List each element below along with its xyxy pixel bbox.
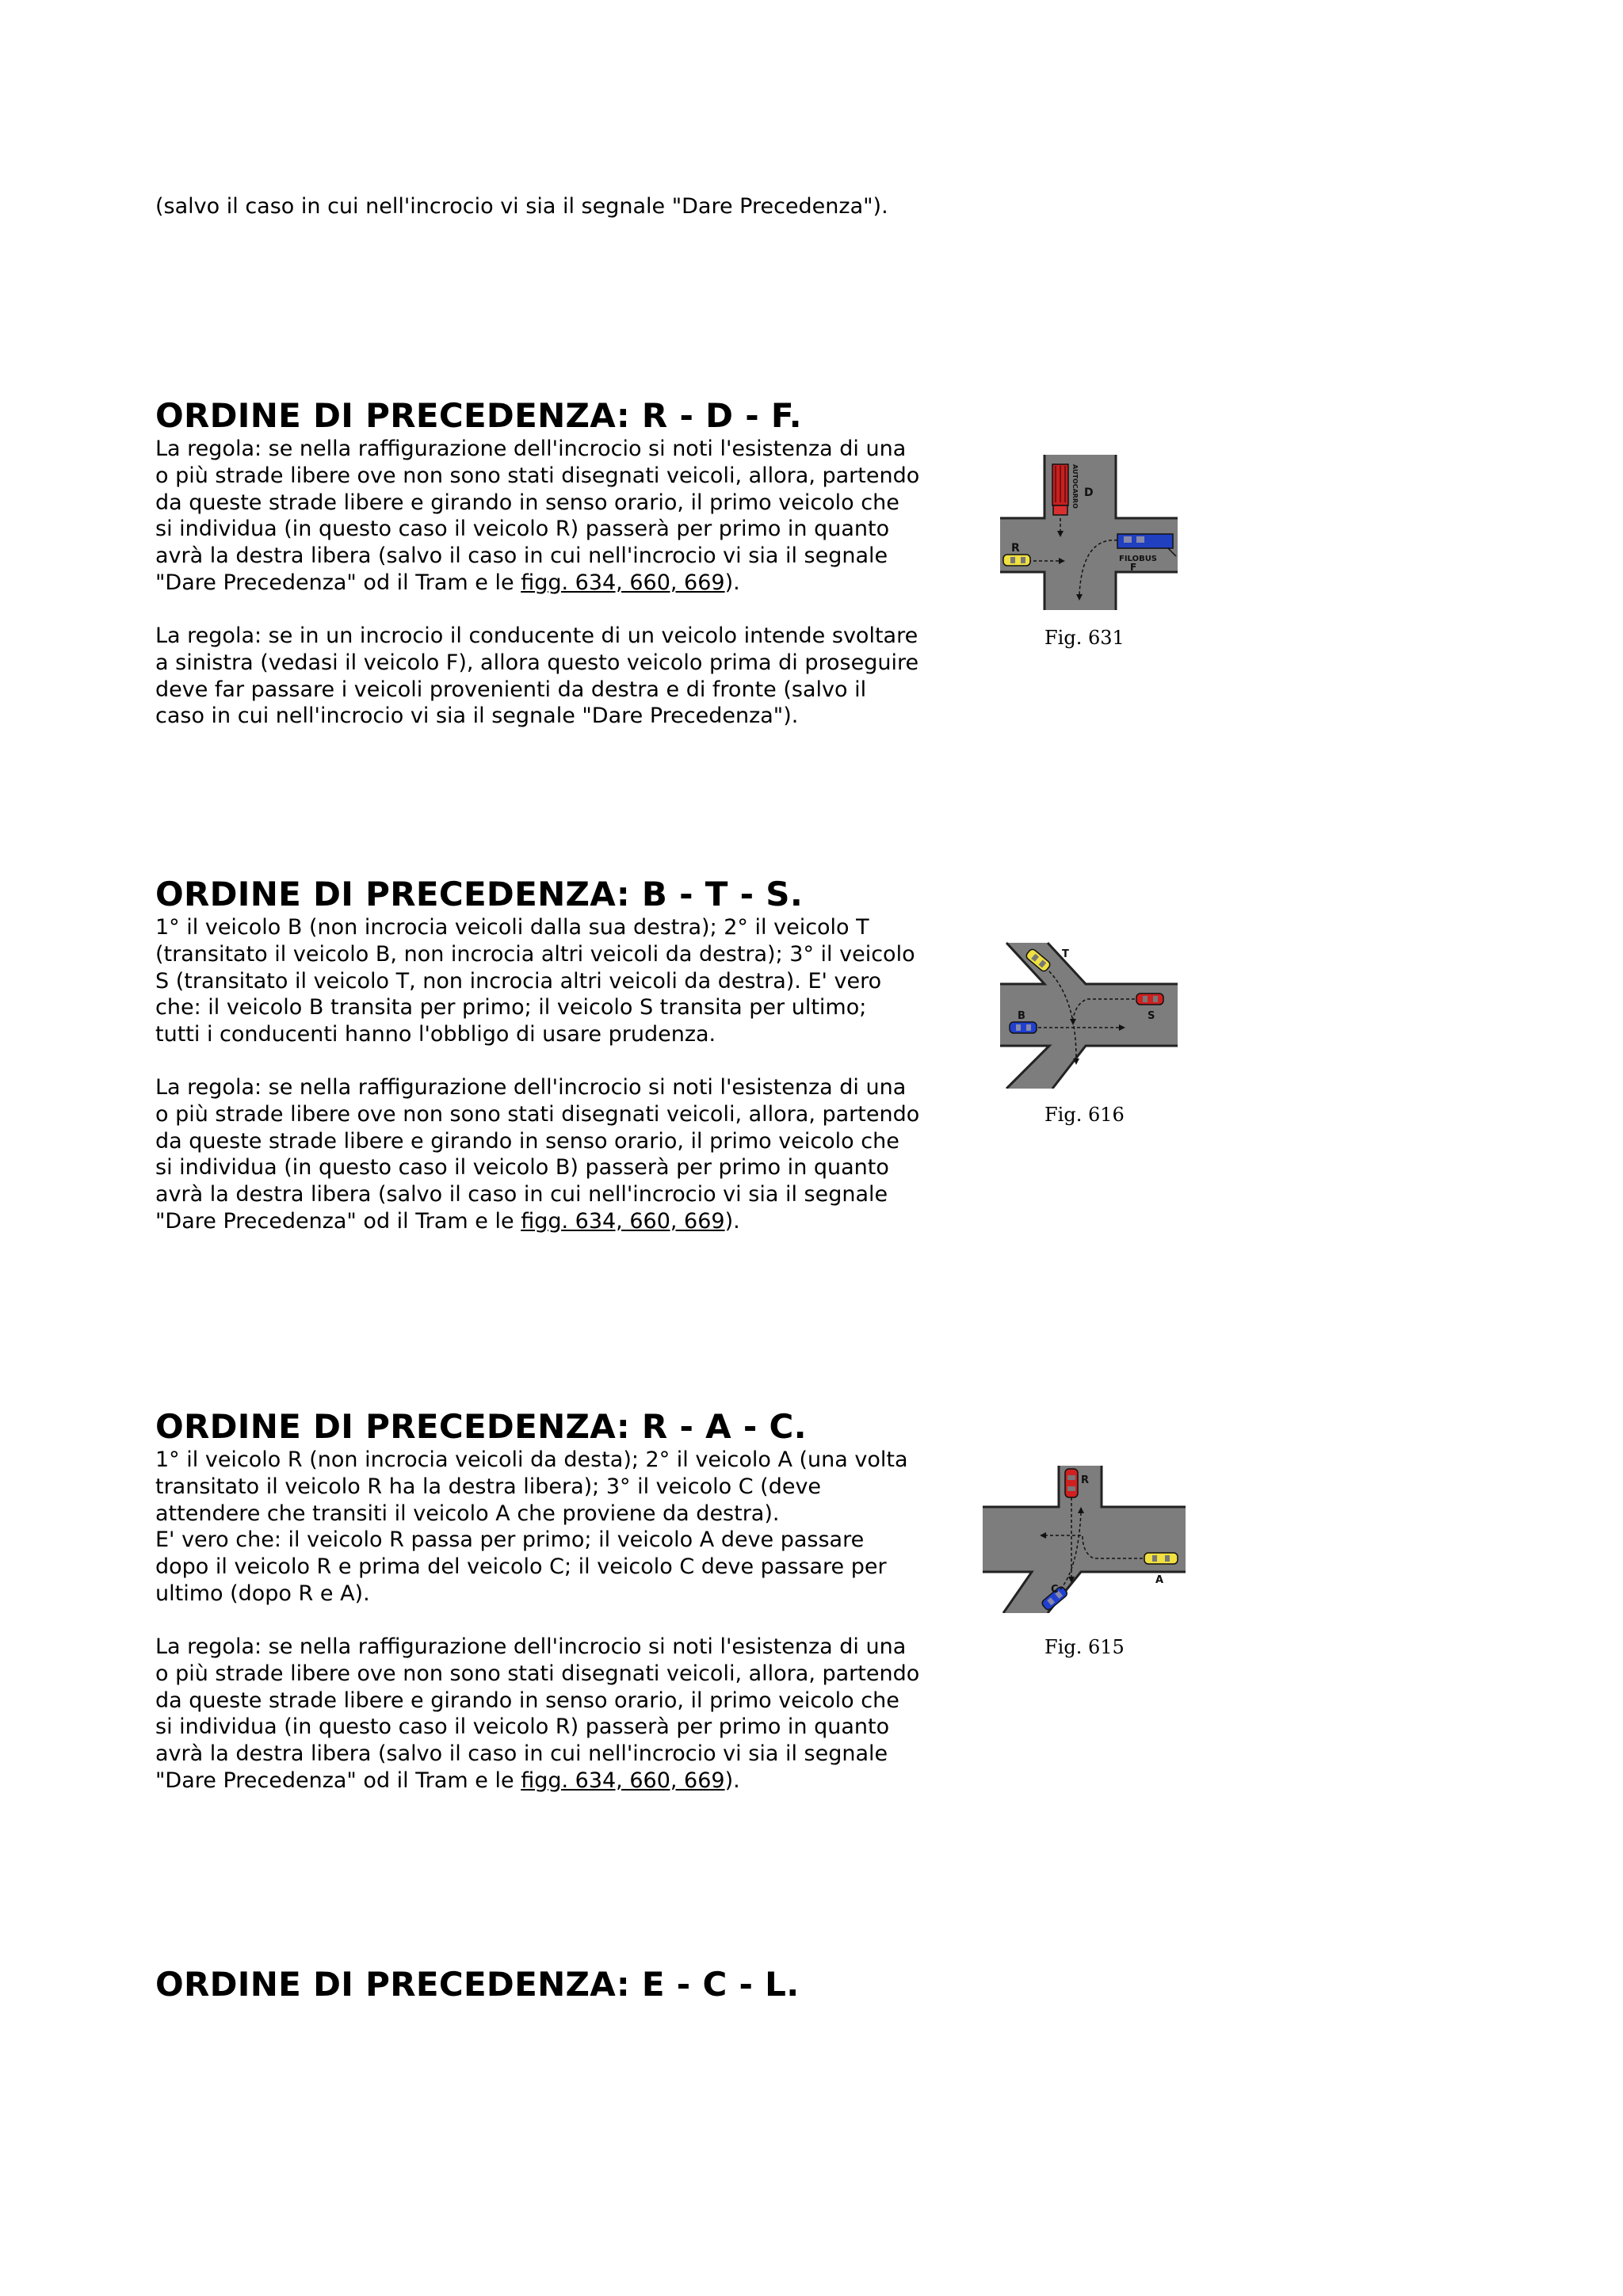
section-heading-rdf: ORDINE DI PRECEDENZA: R - D - F. [155, 396, 802, 435]
intersection-figure-631 [1000, 455, 1178, 610]
label-r: R [1081, 1474, 1090, 1486]
section-bts-rule-1: 1° il veicolo B (non incrocia veicoli dalla sua destra); 2° il veicolo T (transitato il veicolo B, non incrocia altri veicoli da destra); 3° il veicolo S (transitato il veicolo T, non incrocia altri veicoli da destra). E' vero che: il veicolo B transita per primo; il veicolo S transita per ultimo; tutti i conducenti hanno l'obbligo di usare prudenza. [155, 915, 915, 1047]
intersection-figure-615 [983, 1466, 1186, 1613]
section-rdf-rule-1: La regola: se nella raffigurazione dell'incrocio si noti l'esistenza di una o più strade libere ove non sono stati disegnati veicoli, allora, partendo da queste strade libere e girando in senso orario, il primo veicolo che si individua (in questo caso il veicolo R) passerà per primo in quanto avrà la destra libera (salvo il caso in cui nell'incrocio vi sia il segnale "Dare Precedenza" od il Tram e le figg. 634, 660, 669). [155, 437, 920, 595]
intro-text: (salvo il caso in cui nell'incrocio vi sia il segnale "Dare Precedenza"). [155, 194, 888, 219]
section-bts-rule-2: La regola: se nella raffigurazione dell'incrocio si noti l'esistenza di una o più strade libere ove non sono stati disegnati veicoli, allora, partendo da queste strade libere e girando in senso orario, il primo veicolo che si individua (in questo caso il veicolo B) passerà per primo in quanto avrà la destra libera (salvo il caso in cui nell'incrocio vi sia il segnale "Dare Precedenza" od il Tram e le figg. 634, 660, 669). [155, 1075, 920, 1234]
section-heading-rac: ORDINE DI PRECEDENZA: R - A - C. [155, 1407, 807, 1446]
label-f: F [1130, 562, 1137, 573]
car-vehicle-a [1144, 1553, 1178, 1564]
label-c: C [1051, 1584, 1059, 1596]
road-surface [983, 1466, 1186, 1613]
car-vehicle-s [1136, 994, 1163, 1005]
truck-vehicle-d [1052, 464, 1068, 515]
intersection-figure-616 [1000, 940, 1178, 1089]
label-filobus: FILOBUS [1119, 555, 1158, 563]
section-heading-bts: ORDINE DI PRECEDENZA: B - T - S. [155, 875, 804, 913]
label-a: A [1155, 1574, 1164, 1586]
car-vehicle-r [1003, 555, 1030, 566]
section-rdf-rule-2: La regola: se in un incrocio il conducente di un veicolo intende svoltare a sinistra (vedasi il veicolo F), allora questo veicolo prima di proseguire deve far passare i veicoli provenienti da destra e di fronte (salvo il caso in cui nell'incrocio vi sia il segnale "Dare Precedenza"). [155, 624, 919, 729]
figure-caption-615: Fig. 615 [1044, 1636, 1125, 1658]
figures-link[interactable]: figg. 634, 660, 669 [521, 570, 725, 595]
car-vehicle-b [1010, 1022, 1037, 1033]
section-rac-rule-1: 1° il veicolo R (non incrocia veicoli da desta); 2° il veicolo A (una volta transitato il veicolo R ha la destra libera); 3° il veicolo C (deve attendere che transiti il veicolo A che proviene da destra). E' vero che: il veicolo R passa per primo; il veicolo A deve passare dopo il veicolo R e prima del veicolo C; il veicolo C deve passare per ultimo (dopo R e A). [155, 1447, 908, 1606]
label-s: S [1148, 1010, 1155, 1022]
label-d: D [1084, 486, 1094, 499]
label-b: B [1018, 1010, 1025, 1022]
figure-caption-631: Fig. 631 [1044, 627, 1125, 649]
figures-link[interactable]: figg. 634, 660, 669 [521, 1208, 725, 1234]
section-rac-rule-2: La regola: se nella raffigurazione dell'incrocio si noti l'esistenza di una o più strade libere ove non sono stati disegnati veicoli, allora, partendo da queste strade libere e girando in senso orario, il primo veicolo che si individua (in questo caso il veicolo R) passerà per primo in quanto avrà la destra libera (salvo il caso in cui nell'incrocio vi sia il segnale "Dare Precedenza" od il Tram e le figg. 634, 660, 669). [155, 1634, 920, 1793]
figures-link[interactable]: figg. 634, 660, 669 [521, 1768, 725, 1793]
figure-caption-616: Fig. 616 [1044, 1104, 1125, 1126]
label-r: R [1011, 542, 1020, 555]
section-heading-ecl: ORDINE DI PRECEDENZA: E - C - L. [155, 1965, 800, 2004]
label-autocarro: AUTOCARRO [1071, 464, 1079, 509]
car-vehicle-r [1065, 1469, 1078, 1497]
label-t: T [1062, 948, 1069, 960]
